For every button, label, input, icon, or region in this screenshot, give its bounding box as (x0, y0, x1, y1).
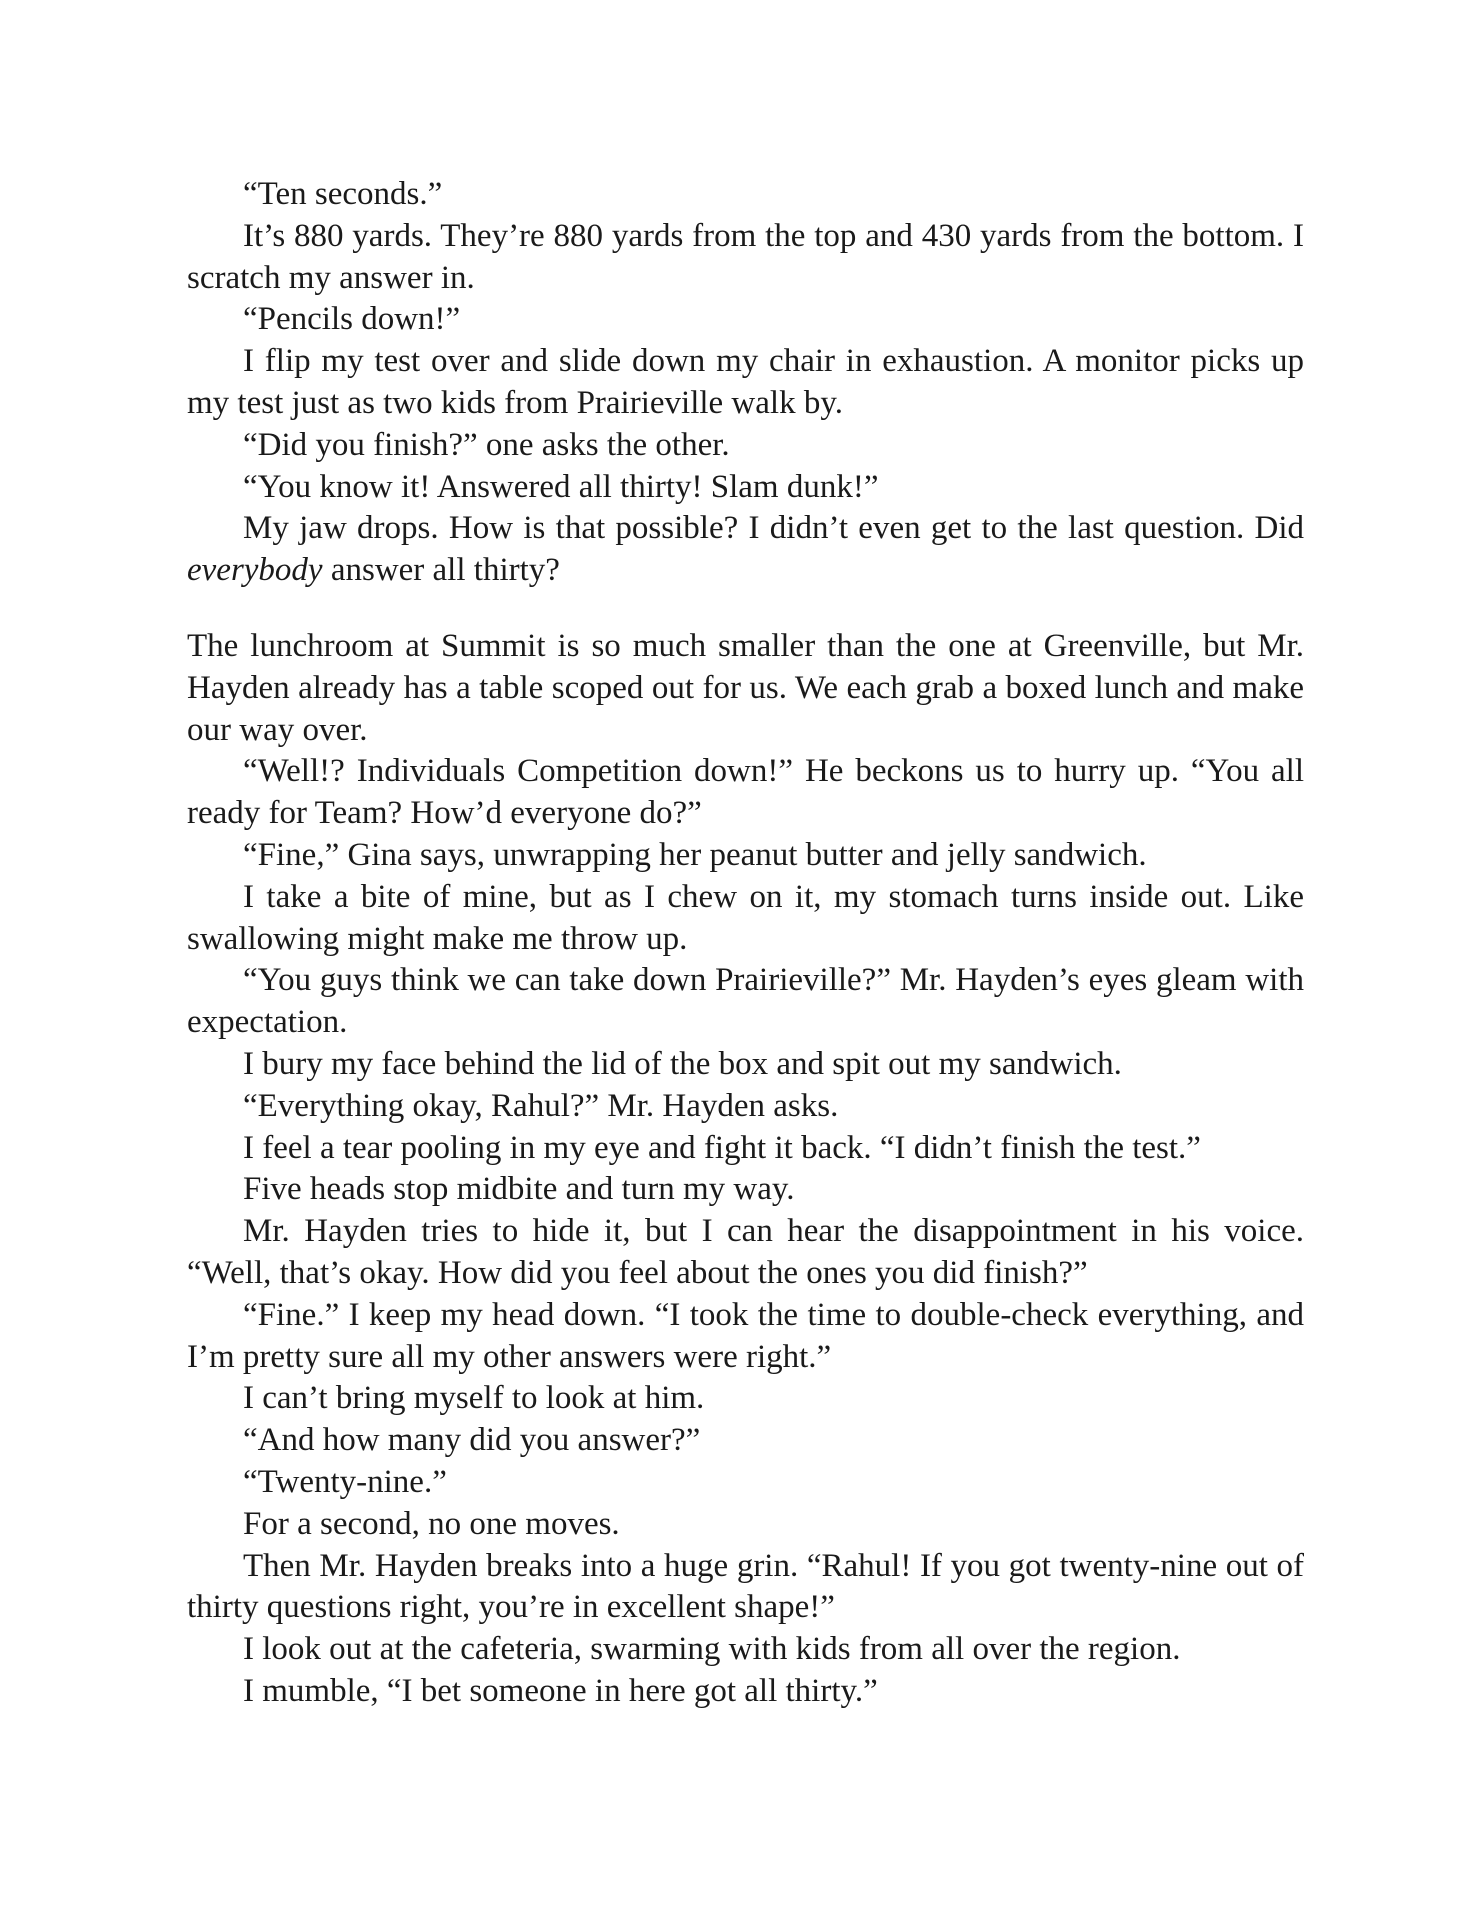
paragraph: I bury my face behind the lid of the box and spit out my sandwich. (243, 1045, 1122, 1082)
book-page (187, 174, 1304, 1713)
paragraph: Then Mr. Hayden breaks into a huge grin. “Rahul! If you got twenty-nine out of thirty questions right, you’re in excellent shape!” (187, 1547, 1304, 1626)
paragraph: “Twenty-nine.” (243, 1463, 447, 1500)
paragraph: “Pencils down!” (243, 301, 461, 338)
paragraph: I mumble, “I bet someone in here got all thirty.” (243, 1672, 878, 1709)
paragraph (187, 508, 1304, 592)
paragraph: Five heads stop midbite and turn my way. (243, 1171, 795, 1208)
emphasized-word: everybody (187, 552, 323, 589)
paragraph: “Fine,” Gina says, unwrapping her peanut butter and jelly sandwich. (243, 836, 1147, 873)
paragraph: I can’t bring myself to look at him. (243, 1380, 705, 1417)
paragraph-text: answer all thirty? (322, 552, 560, 589)
paragraph: I feel a tear pooling in my eye and fight it back. “I didn’t finish the test.” (243, 1129, 1201, 1166)
paragraph: I take a bite of mine, but as I chew on it, my stomach turns inside out. Like swallowing might make me throw up. (187, 878, 1304, 957)
paragraph: “And how many did you answer?” (243, 1422, 701, 1459)
paragraph: “Fine.” I keep my head down. “I took the time to double-check everything, and I’m pretty sure all my other answers were right.” (187, 1296, 1304, 1375)
paragraph: For a second, no one moves. (243, 1505, 620, 1542)
paragraph: It’s 880 yards. They’re 880 yards from the top and 430 yards from the bottom. I scratch my answer in. (187, 217, 1304, 296)
paragraph: “Ten seconds.” (243, 176, 443, 212)
paragraph: I flip my test over and slide down my chair in exhaustion. A monitor picks up my test just as two kids from Prairieville walk by. (187, 343, 1304, 421)
paragraph-text: My jaw drops. How is that possible? I didn’t even get to the last question. Did (243, 510, 1304, 547)
paragraph: “Well!? Individuals Competition down!” He beckons us to hurry up. “You all ready for Team? How’d everyone do?” (187, 753, 1304, 832)
paragraph: Mr. Hayden tries to hide it, but I can hear the disappointment in his voice. “Well, that’s okay. How did you feel about the ones you did finish?” (187, 1213, 1304, 1291)
paragraph: “You know it! Answered all thirty! Slam dunk!” (243, 468, 879, 505)
paragraph: “Did you finish?” one asks the other. (243, 426, 730, 463)
paragraph: I look out at the cafeteria, swarming with kids from all over the region. (243, 1631, 1181, 1668)
paragraph: “Everything okay, Rahul?” Mr. Hayden asks. (243, 1087, 839, 1124)
paragraph: “You guys think we can take down Prairieville?” Mr. Hayden’s eyes gleam with expectation. (187, 962, 1304, 1041)
section-opening-paragraph: The lunchroom at Summit is so much smaller than the one at Greenville, but Mr. Hayden already has a table scoped out for us. We each grab a boxed lunch and make our way over. (187, 627, 1304, 748)
